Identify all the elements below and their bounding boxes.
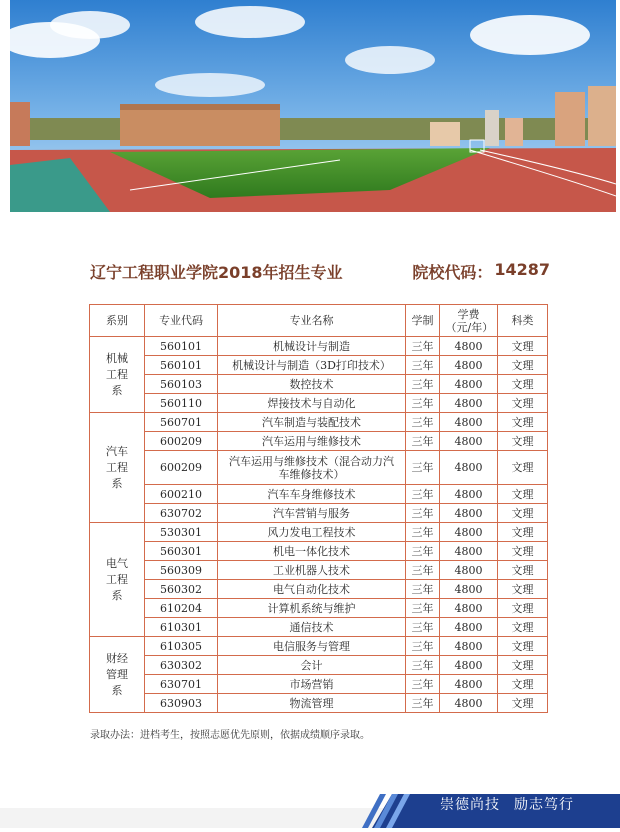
cell-code: 600209 [145,432,218,451]
cell-years: 三年 [406,413,440,432]
cell-years: 三年 [406,337,440,356]
cell-fee: 4800 [440,542,498,561]
cell-name: 数控技术 [218,375,406,394]
header-fee: 学费（元/年） [440,305,498,337]
cell-category: 文理 [498,561,548,580]
cell-name: 物流管理 [218,694,406,713]
cell-code: 630302 [145,656,218,675]
table-row [90,432,548,451]
header-category: 科类 [498,305,548,337]
school-code-value: 14287 [494,259,550,279]
table-row [90,485,548,504]
cell-name: 会计 [218,656,406,675]
dept-name: 电气工程系 [106,556,128,602]
cell-category: 文理 [498,542,548,561]
cell-years: 三年 [406,504,440,523]
cell-code: 560101 [145,337,218,356]
cell-fee: 4800 [440,394,498,413]
cell-fee: 4800 [440,413,498,432]
campus-banner-image [10,0,616,212]
cell-category: 文理 [498,599,548,618]
cell-name: 电气自动化技术 [218,580,406,599]
cell-category: 文理 [498,432,548,451]
table-row [90,599,548,618]
cell-years: 三年 [406,432,440,451]
cell-fee: 4800 [440,656,498,675]
dept-cell [90,637,145,713]
table-row [90,413,548,432]
page-title: 辽宁工程职业学院2018年招生专业 [90,262,343,282]
cell-code: 530301 [145,523,218,542]
cell-code: 560110 [145,394,218,413]
cell-code: 560309 [145,561,218,580]
school-code-label: 院校代码： [412,262,493,282]
cell-fee: 4800 [440,618,498,637]
cell-fee: 4800 [440,451,498,485]
cell-name: 机电一体化技术 [218,542,406,561]
cell-category: 文理 [498,656,548,675]
cell-name: 焊接技术与自动化 [218,394,406,413]
header-major: 专业名称 [218,305,406,337]
admissions-table [89,304,548,713]
school-code [412,260,550,283]
cell-years: 三年 [406,675,440,694]
cell-fee: 4800 [440,694,498,713]
cell-code: 610204 [145,599,218,618]
table-row [90,504,548,523]
header-code: 专业代码 [145,305,218,337]
dept-name: 机械工程系 [106,351,128,397]
dept-name: 汽车工程系 [106,444,128,490]
cell-code: 630701 [145,675,218,694]
cell-years: 三年 [406,523,440,542]
cell-category: 文理 [498,637,548,656]
cell-category: 文理 [498,356,548,375]
cell-fee: 4800 [440,504,498,523]
cell-code: 560701 [145,413,218,432]
cell-years: 三年 [406,694,440,713]
cell-name: 汽车车身维修技术 [218,485,406,504]
cell-years: 三年 [406,637,440,656]
slogan [440,794,574,814]
cell-fee: 4800 [440,485,498,504]
cell-code: 600209 [145,451,218,485]
dept-name: 财经管理系 [106,651,128,697]
table-row [90,451,548,485]
cell-category: 文理 [498,375,548,394]
table-header-row [90,305,548,337]
page-heading [90,258,550,284]
cell-name: 风力发电工程技术 [218,523,406,542]
cell-name: 机械设计与制造（3D打印技术） [218,356,406,375]
dept-cell [90,523,145,637]
cell-years: 三年 [406,599,440,618]
cell-code: 560301 [145,542,218,561]
cell-category: 文理 [498,618,548,637]
cell-code: 560103 [145,375,218,394]
cell-fee: 4800 [440,523,498,542]
table-row [90,675,548,694]
table-row [90,580,548,599]
cell-code: 560101 [145,356,218,375]
cell-fee: 4800 [440,561,498,580]
cell-category: 文理 [498,675,548,694]
table-row [90,394,548,413]
slogan-part-1: 崇德尚技 [440,797,500,813]
cell-fee: 4800 [440,675,498,694]
cell-name: 工业机器人技术 [218,561,406,580]
cell-code: 600210 [145,485,218,504]
cell-years: 三年 [406,485,440,504]
table-body [90,337,548,713]
table-row [90,542,548,561]
table-row [90,694,548,713]
cell-category: 文理 [498,337,548,356]
cell-category: 文理 [498,451,548,485]
cell-code: 560302 [145,580,218,599]
cell-years: 三年 [406,656,440,675]
cell-years: 三年 [406,451,440,485]
table-row [90,637,548,656]
cell-fee: 4800 [440,580,498,599]
cell-category: 文理 [498,485,548,504]
cell-code: 630903 [145,694,218,713]
cell-code: 610301 [145,618,218,637]
cell-years: 三年 [406,561,440,580]
cell-fee: 4800 [440,356,498,375]
cell-fee: 4800 [440,599,498,618]
header-dept: 系别 [90,305,145,337]
table-row [90,356,548,375]
cell-code: 630702 [145,504,218,523]
cell-years: 三年 [406,394,440,413]
cell-category: 文理 [498,504,548,523]
cell-fee: 4800 [440,637,498,656]
dept-cell [90,337,145,413]
cell-name: 市场营销 [218,675,406,694]
cell-name: 汽车运用与维修技术 [218,432,406,451]
cell-name: 汽车营销与服务 [218,504,406,523]
cell-name: 电信服务与管理 [218,637,406,656]
cell-years: 三年 [406,580,440,599]
table-row [90,375,548,394]
cell-fee: 4800 [440,432,498,451]
cell-code: 610305 [145,637,218,656]
cell-name: 通信技术 [218,618,406,637]
cell-fee: 4800 [440,337,498,356]
cell-category: 文理 [498,413,548,432]
table-row [90,337,548,356]
cell-name: 计算机系统与维护 [218,599,406,618]
header-years: 学制 [406,305,440,337]
cell-category: 文理 [498,523,548,542]
table-row [90,523,548,542]
table-row [90,561,548,580]
cell-category: 文理 [498,394,548,413]
slogan-part-2: 励志笃行 [514,797,574,813]
cell-years: 三年 [406,618,440,637]
cell-years: 三年 [406,375,440,394]
table-row [90,618,548,637]
cell-fee: 4800 [440,375,498,394]
cell-name: 机械设计与制造 [218,337,406,356]
cell-category: 文理 [498,694,548,713]
cell-name: 汽车制造与装配技术 [218,413,406,432]
cell-name: 汽车运用与维修技术（混合动力汽车维修技术） [218,451,406,485]
cell-years: 三年 [406,542,440,561]
table-row [90,656,548,675]
cell-years: 三年 [406,356,440,375]
cell-category: 文理 [498,580,548,599]
dept-cell [90,413,145,523]
admission-rule-note: 录取办法：进档考生，按照志愿优先原则，依据成绩顺序录取。 [90,730,370,741]
